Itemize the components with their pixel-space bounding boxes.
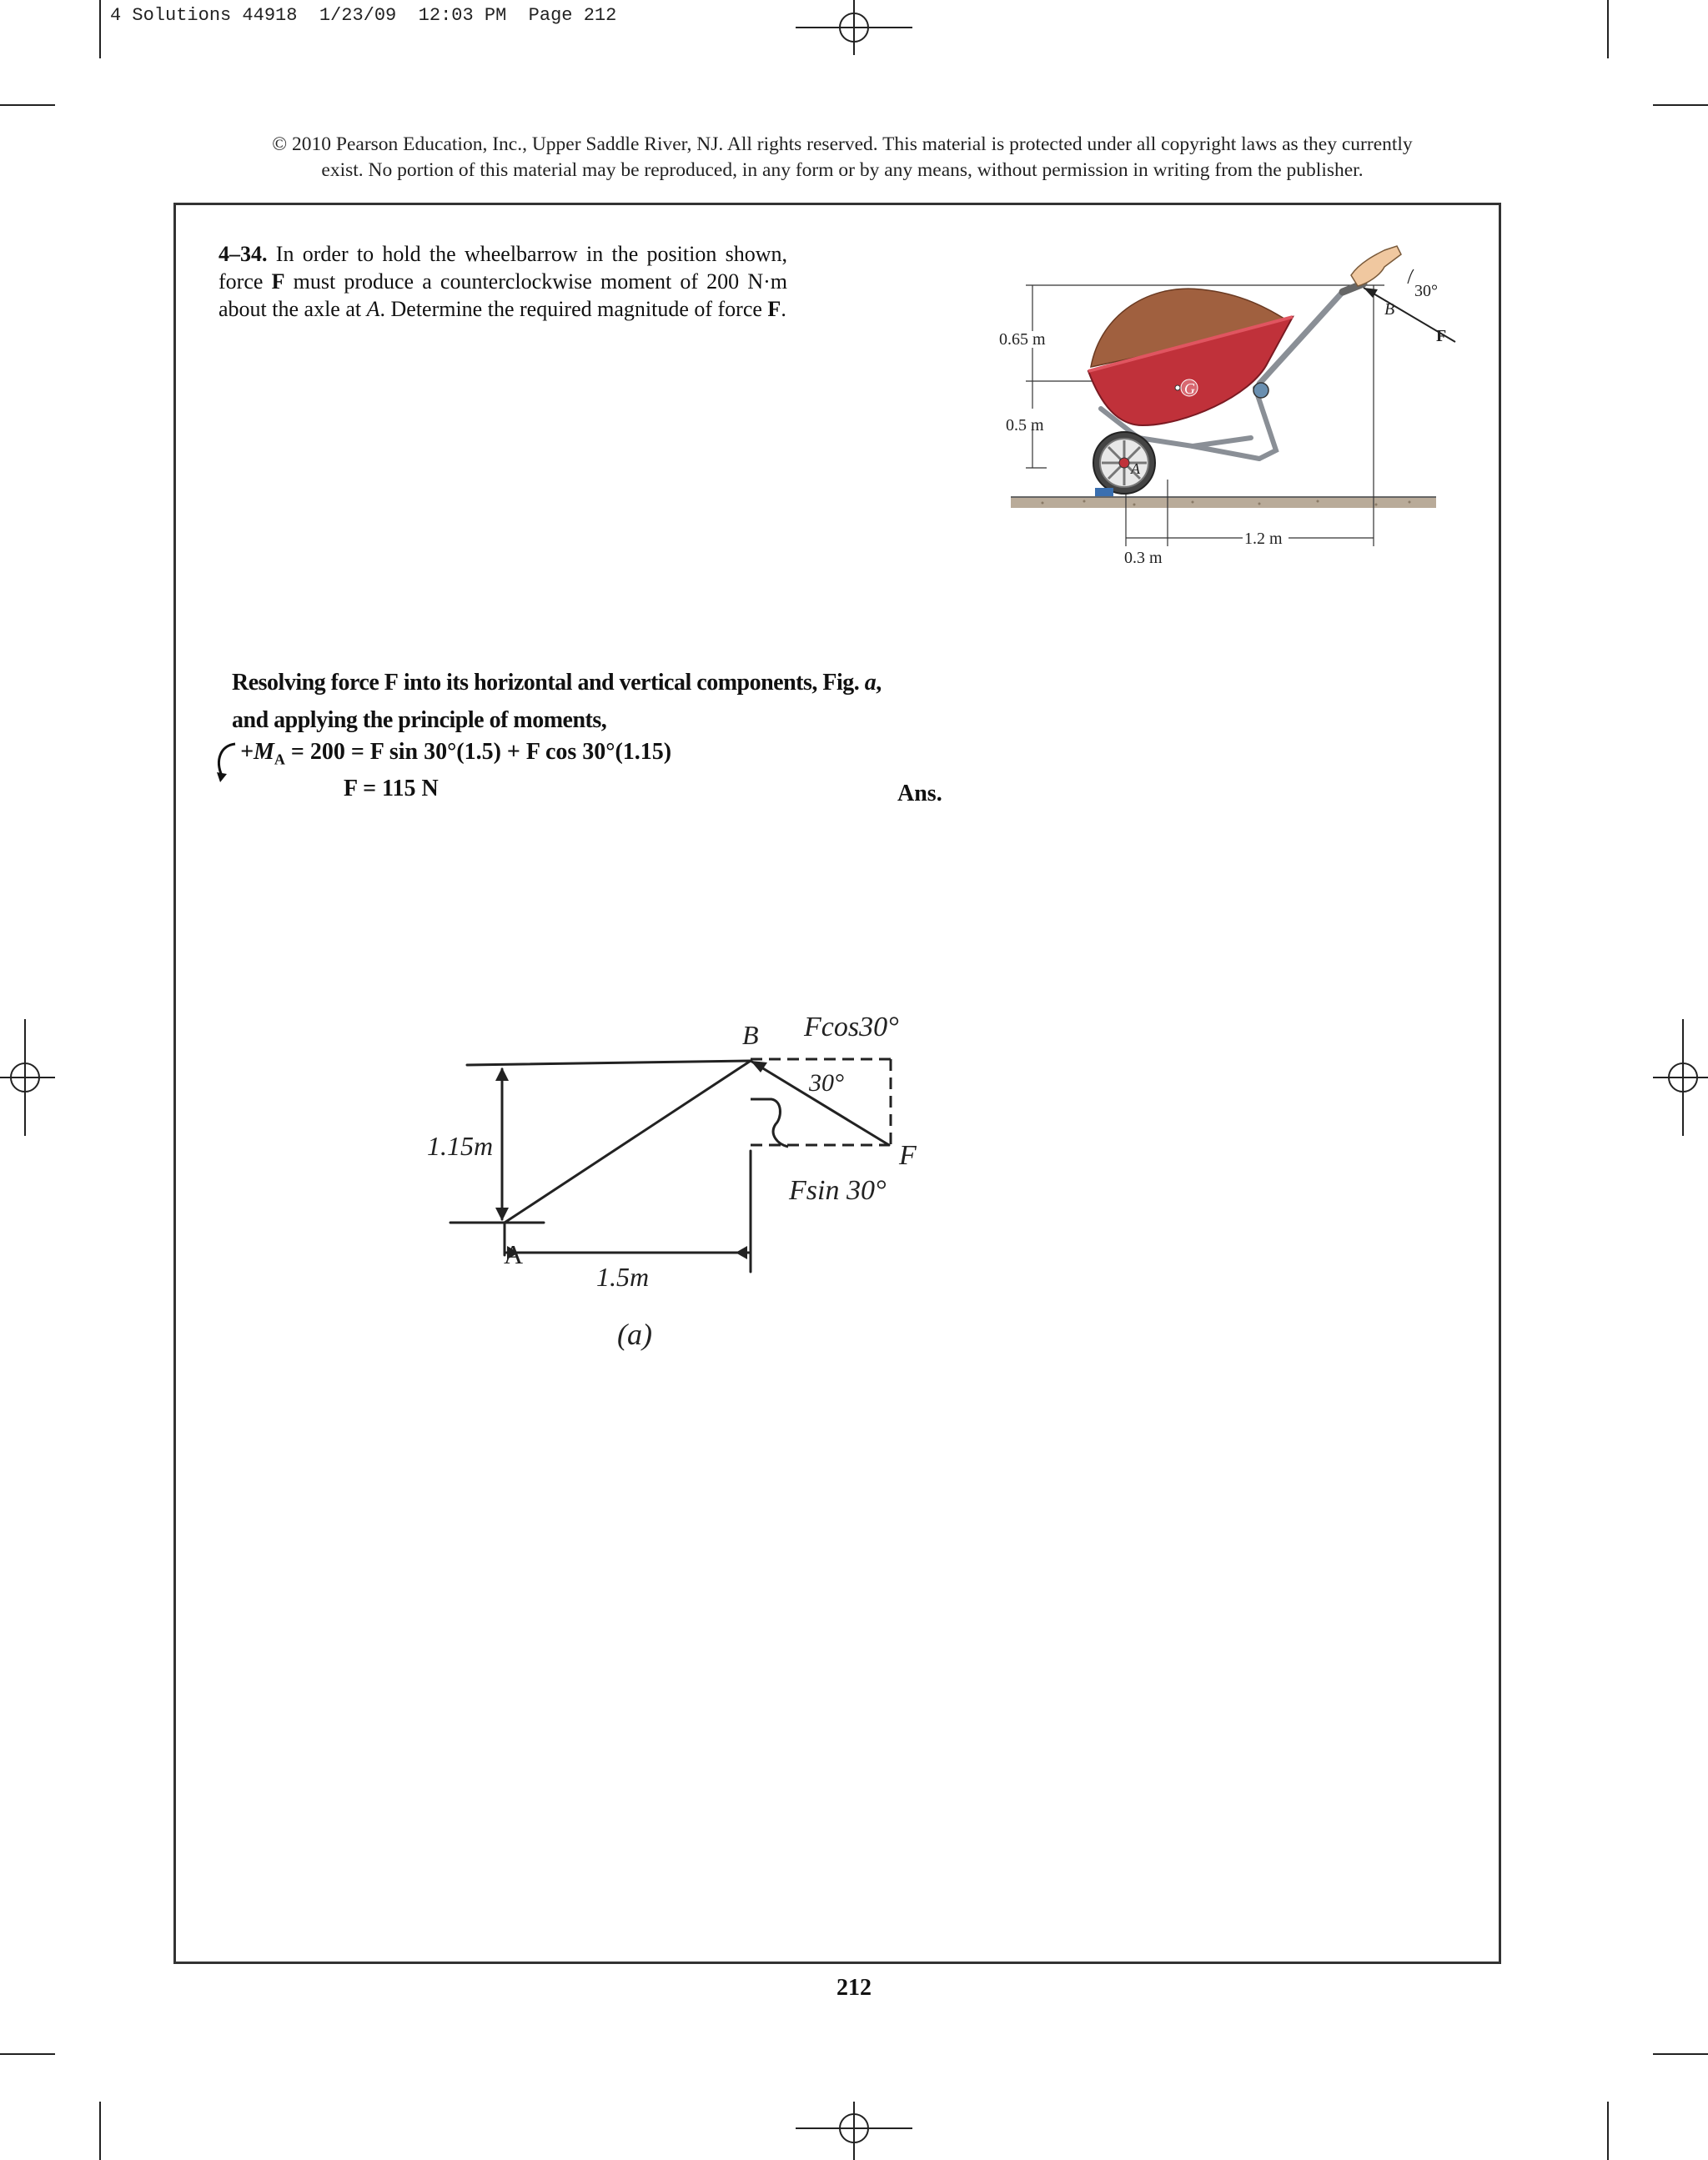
sketch-label-b: B	[742, 1020, 759, 1050]
problem-force-symbol-2: F	[767, 297, 781, 321]
label-f: F	[1436, 327, 1447, 345]
solution-fig-a: a	[864, 670, 877, 696]
problem-force-symbol: F	[271, 269, 285, 294]
solution-line-1	[232, 664, 982, 701]
sketch-label-115: 1.15m	[427, 1131, 494, 1161]
moment-symbol: +M	[240, 739, 274, 765]
answer-label: Ans.	[897, 781, 942, 806]
label-g: G	[1184, 380, 1195, 397]
sketch-label-30: 30°	[809, 1069, 844, 1097]
solution-line1-end: ,	[876, 670, 882, 696]
moment-equation	[219, 739, 671, 769]
copyright-notice	[167, 132, 1518, 183]
sketch-label-f: F	[899, 1140, 917, 1171]
solution-force-symbol: F	[384, 670, 399, 696]
sketch-caption: (a)	[617, 1318, 652, 1351]
solution-line-2: and applying the principle of moments,	[232, 707, 607, 733]
label-a-wheel: A	[1131, 460, 1140, 477]
solution-line1-pre: Resolving force	[232, 670, 384, 696]
print-slug: 4 Solutions 44918 1/23/09 12:03 PM Page 212	[110, 5, 617, 26]
sketch-label-a: A	[504, 1239, 524, 1269]
sketch-label-15: 1.5m	[596, 1262, 650, 1292]
dim-065: 0.65 m	[999, 330, 1046, 349]
moment-equation-rest: = 200 = F sin 30°(1.5) + F cos 30°(1.15)	[284, 739, 672, 765]
hand-icon	[1351, 246, 1401, 286]
moment-subscript: A	[274, 751, 285, 768]
dim-05: 0.5 m	[1006, 416, 1044, 435]
problem-text-3: . Determine the required magnitude of force	[379, 297, 768, 321]
result-equation: F = 115 N	[344, 776, 439, 801]
problem-text-2: must produce a counterclockwise moment of 200 N·m about the axle at	[219, 269, 787, 321]
problem-statement	[219, 240, 787, 323]
sketch-label-fcos: Fcos30°	[804, 1012, 899, 1042]
wheelbarrow-figure	[992, 238, 1476, 571]
copyright-line-1: © 2010 Pearson Education, Inc., Upper Saddle River, NJ. All rights reserved. This material is protected under all copyright laws as they currently	[272, 133, 1413, 155]
copyright-line-2: exist. No portion of this material may be reproduced, in any form or by any means, without permission in writing from the publisher.	[321, 159, 1364, 181]
dim-12: 1.2 m	[1244, 530, 1283, 548]
solution-line1-post: into its horizontal and vertical components, Fig.	[398, 670, 865, 696]
free-body-sketch	[417, 1001, 951, 1368]
solution-text	[232, 664, 982, 739]
dim-03: 0.3 m	[1124, 549, 1163, 567]
problem-text-1: In order to hold the wheelbarrow in the position shown, force	[219, 242, 788, 294]
problem-text-4: .	[781, 297, 786, 321]
sketch-label-fsin: Fsin 30°	[789, 1175, 887, 1206]
label-30: 30°	[1414, 282, 1438, 300]
problem-number: 4–34.	[219, 242, 268, 266]
page-number: 212	[836, 1975, 872, 2001]
problem-point-a: A	[366, 297, 380, 321]
label-b: B	[1384, 300, 1395, 319]
ground	[1011, 498, 1436, 508]
